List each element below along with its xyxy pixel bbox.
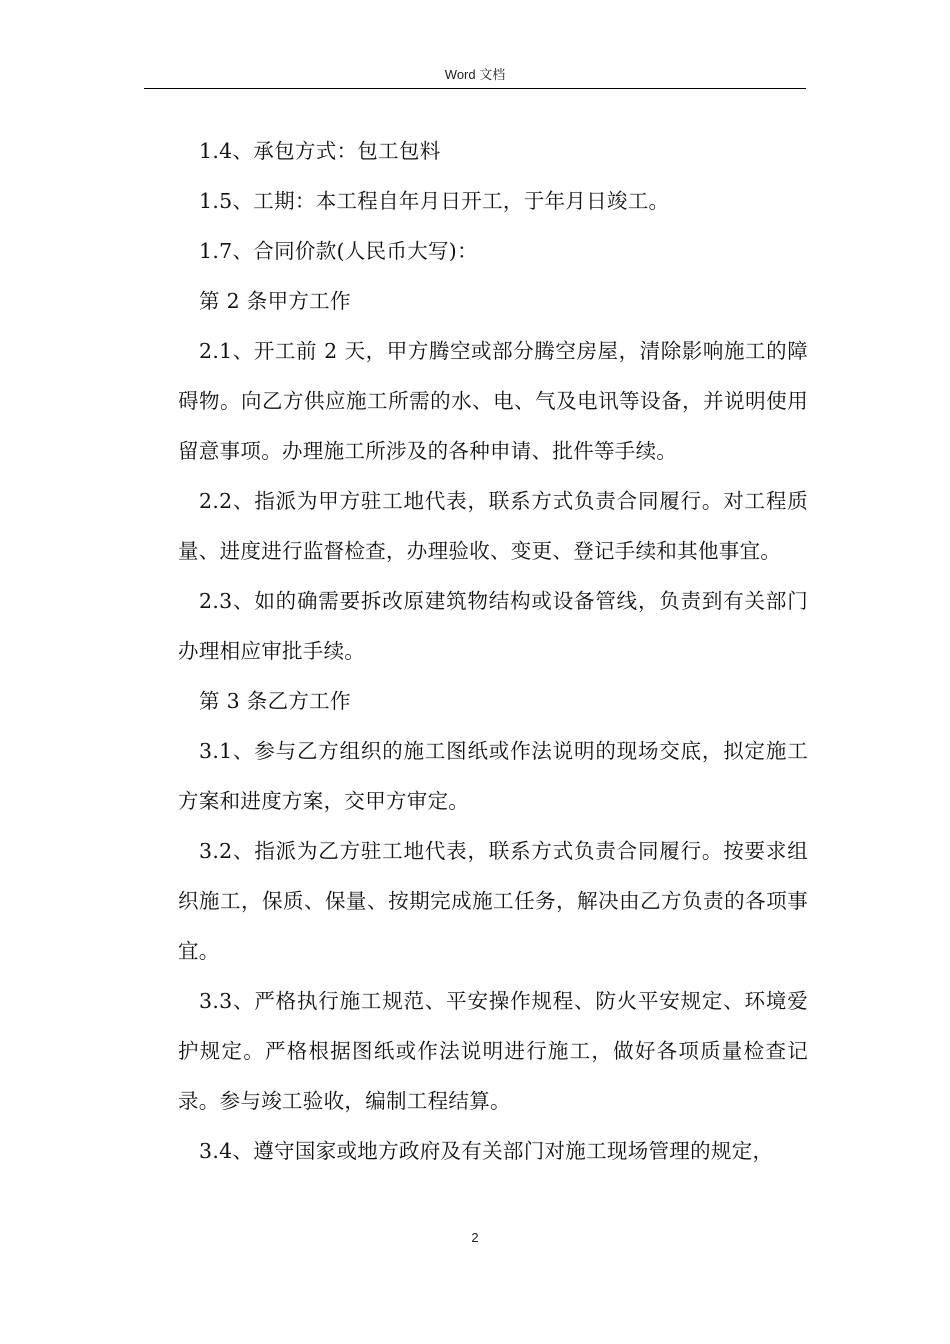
section-heading-3: 第 3 条乙方工作 (199, 689, 351, 713)
clause-2-1: 2.1、开工前 2 天，甲方腾空或部分腾空房屋，清除影响施工的障碍物。向乙方供应施工所需的水、电、气及电讯等设备，并说明使用留意事项。办理施工所涉及的各种申请、批件等手续。 (178, 339, 808, 463)
clause-3-2: 3.2、指派为乙方驻工地代表，联系方式负责合同履行。按要求组织施工，保质、保量、按期完成施工任务，解决由乙方负责的各项事宜。 (178, 839, 808, 963)
clause-1-7: 1.7、合同价款(人民币大写)： (199, 239, 478, 263)
clause-3-4: 3.4、遵守国家或地方政府及有关部门对施工现场管理的规定， (199, 1139, 774, 1163)
document-body (178, 126, 808, 1176)
clause-1-5: 1.5、工期：本工程自年月日开工，于年月日竣工。 (199, 189, 670, 213)
page-header-title: Word 文档 (444, 67, 506, 82)
section-heading-2: 第 2 条甲方工作 (199, 289, 351, 313)
clause-2-3: 2.3、如的确需要拆改原建筑物结构或设备管线，负责到有关部门办理相应审批手续。 (178, 589, 808, 663)
clause-2-2: 2.2、指派为甲方驻工地代表，联系方式负责合同履行。对工程质量、进度进行监督检查，办理验收、变更、登记手续和其他事宜。 (178, 489, 808, 563)
clause-3-3: 3.3、严格执行施工规范、平安操作规程、防火平安规定、环境爱护规定。严格根据图纸或作法说明进行施工，做好各项质量检查记录。参与竣工验收，编制工程结算。 (178, 989, 808, 1113)
clause-3-1: 3.1、参与乙方组织的施工图纸或作法说明的现场交底，拟定施工方案和进度方案，交甲方审定。 (178, 739, 808, 813)
header-divider (144, 88, 806, 89)
clause-1-4: 1.4、承包方式：包工包料 (199, 139, 441, 163)
page-number: 2 (471, 1230, 479, 1245)
